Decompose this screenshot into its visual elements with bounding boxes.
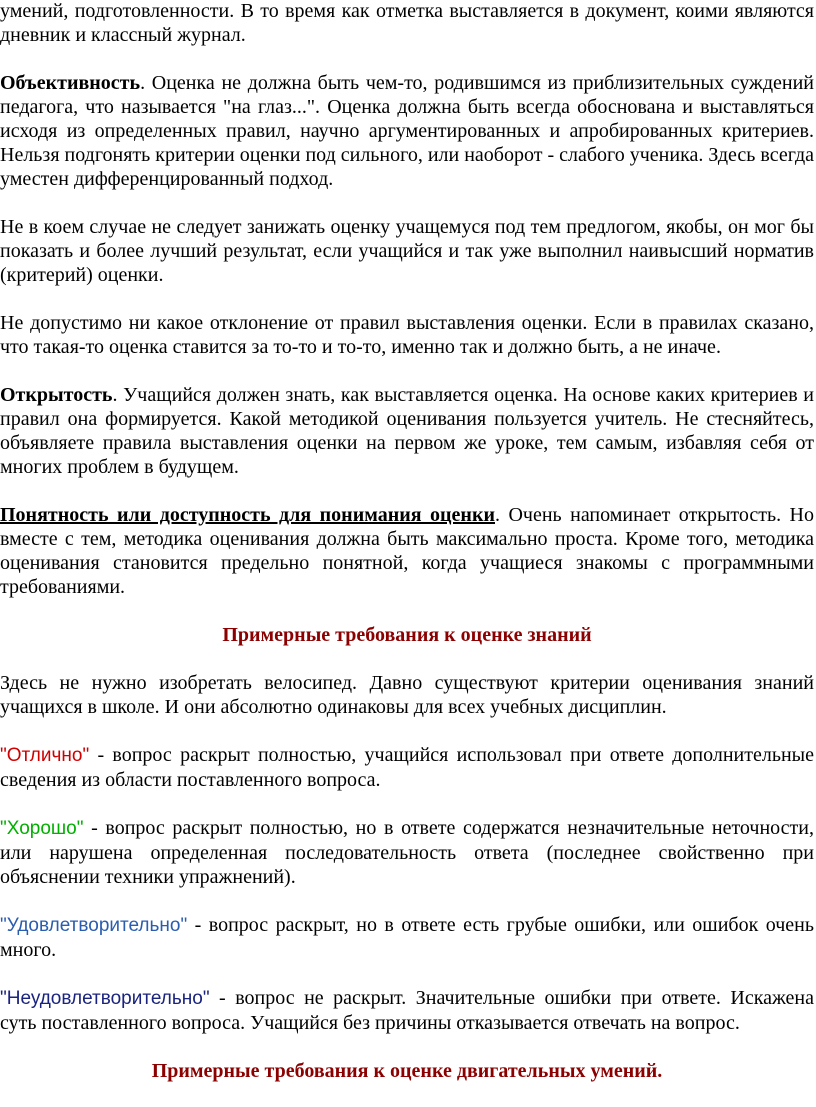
paragraph-objectivity: [0, 71, 814, 191]
heading-motor-skills-requirements: Примерные требования к оценке двигательных умений.: [151, 1060, 663, 1082]
grade-excellent: [0, 743, 814, 792]
paragraph-objectivity-text: . Оценка не должна быть чем-то, родившимся из приблизительных суждений педагога, что называется "на глаз...". Оценка должна быть всегда обоснована и выставляться исходя из определенных правил, научно аргументированных и апробированных критериев. Нельзя подгонять критерии оценки под сильного, или наоборот - слабого ученика. Здесь всегда уместен дифференцированный подход.: [0, 72, 815, 190]
term-clarity: Понятность или доступность для понимания оценки: [0, 504, 495, 526]
paragraph-clarity-text: . Очень напоминает открытость. Но вместе с тем, методика оценивания должна быть максимально проста. Кроме того, методика оценивания становится предельно понятной, когда учащиеся знакомы с программными требованиями.: [0, 504, 814, 598]
grade-unsatisfactory: [0, 986, 814, 1035]
paragraph-criteria-text: Здесь не нужно изобретать велосипед. Давно существуют критерии оценивания знаний учащихся в школе. И они абсолютно одинаковы для всех учебных дисциплин.: [0, 672, 814, 718]
grade-satisfactory-label: "Удовлетворительно": [0, 915, 188, 936]
paragraph-no-lowering: [0, 215, 814, 287]
term-objectivity: Объективность: [0, 72, 141, 94]
paragraph-criteria: [0, 671, 814, 719]
grade-excellent-label: "Отлично": [0, 745, 90, 766]
paragraph-intro: [0, 0, 814, 47]
paragraph-openness: [0, 383, 814, 479]
paragraph-clarity: [0, 503, 814, 599]
grade-satisfactory-text: - вопрос раскрыт, но в ответе есть грубые ошибки, или ошибок очень много.: [0, 914, 814, 961]
paragraph-no-deviation-text: Не допустимо ни какое отклонение от правил выставления оценки. Если в правилах сказано, что такая-то оценка ставится за то-то и то-то, именно так и должно быть, а не иначе.: [0, 312, 814, 358]
paragraph-intro-text: умений, подготовленности. В то время как отметка выставляется в документ, коими являются дневник и классный журнал.: [0, 0, 814, 46]
grade-excellent-text: - вопрос раскрыт полностью, учащийся использовал при ответе дополнительные сведения из области поставленного вопроса.: [0, 744, 814, 791]
paragraph-openness-text: . Учащийся должен знать, как выставляется оценка. На основе каких критериев и правил она формируется. Какой методикой оценивания пользуется учитель. Не стесняйтесь, объявляете правила выставления оценки на первом же уроке, тем самым, избавляя себя от многих проблем в будущем.: [0, 384, 814, 478]
paragraph-no-deviation: [0, 311, 814, 359]
grade-unsatisfactory-text: - вопрос не раскрыт. Значительные ошибки при ответе. Искажена суть поставленного вопроса. Учащийся без причины отказывается отвечать на вопрос.: [0, 987, 814, 1034]
paragraph-no-lowering-text: Не в коем случае не следует занижать оценку учащемуся под тем предлогом, якобы, он мог бы показать и более лучший результат, если учащийся и так уже выполнил наивысший норматив (критерий) оценки.: [0, 216, 814, 286]
grade-satisfactory: [0, 913, 814, 962]
heading-knowledge-requirements: Примерные требования к оценке знаний: [222, 624, 592, 646]
grade-good: [0, 816, 814, 889]
term-openness: Открытость: [0, 384, 113, 406]
grade-good-text: - вопрос раскрыт полностью, но в ответе содержатся незначительные неточности, или нарушена определенная последовательность ответа (последнее свойственно при объяснении техники упражнений).: [0, 817, 814, 888]
grade-unsatisfactory-label: "Неудовлетворительно": [0, 988, 210, 1009]
grade-good-label: "Хорошо": [0, 818, 84, 839]
